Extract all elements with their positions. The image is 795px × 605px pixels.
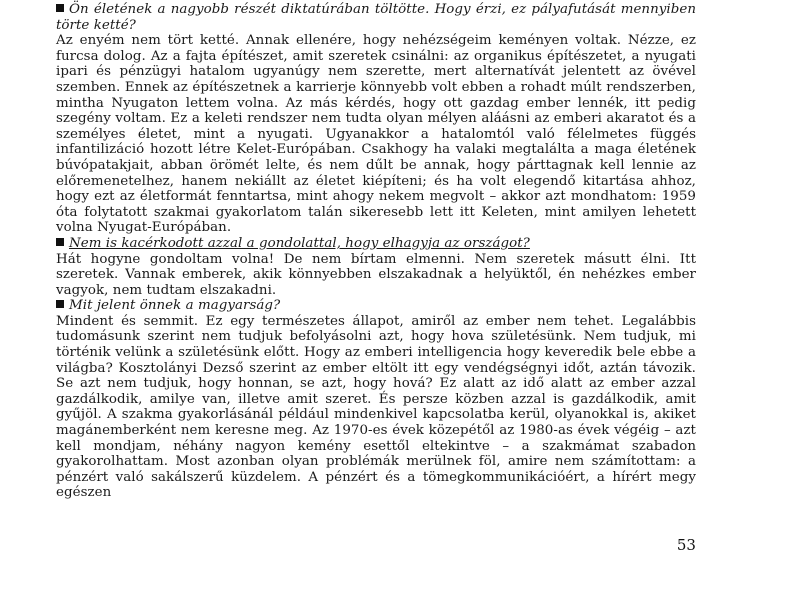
- interview-question: [56, 2, 696, 33]
- question-text: Ön életének a nagyobb részét diktatúrában töltötte. Hogy érzi, ez pályafutását mennyiben törte ketté?: [56, 2, 696, 33]
- interview-answer: Mindent és semmit. Ez egy természetes állapot, amiről az ember nem tehet. Legalábbis tudomásunk szerint nem tudjuk befolyásolni azt, hogy hova születésünk. Nem tudjuk, mi történik velünk a születésünk előtt. Hogy az emberi intelligencia hogy keveredik bele ebbe a világba? Kosztolányi Dezső szerint az ember eltölt itt egy vendégségnyi időt, aztán távozik. Se azt nem tudjuk, hogy honnan, se azt, hogy hová? Ez alatt az idő alatt az ember azzal gazdálkodik, amilye van, illetve amit szeret. És persze közben azzal is gazdálkodik, amit gyűjöl. A szakma gyakorlásánál például mindenkivel kapcsolatba kerül, olyanokkal is, akiket magánemberként nem keresne meg. Az 1970-es évek közepétől az 1980-as évek végéig – azt kell mondjam, néhány nagyon kemény esettől eltekintve – a szakmámat szabadon gyakorolhattam. Most azonban olyan problémák merülnek föl, amire nem számítottam: a pénzért való sakálszerű küzdelem. A pénzért és a tömegkommunikációért, a hírért megy egészen: [56, 313, 696, 501]
- bullet-square-icon: [56, 300, 64, 308]
- bullet-square-icon: [56, 238, 64, 246]
- interview-answer: Az enyém nem tört ketté. Annak ellenére, hogy nehézségeim keményen voltak. Nézze, ez furcsa dolog. Az a fajta építészet, amit szeretek csinálni: az organikus építészetet, a nyugati ipari és pénzügyi hatalom ugyanúgy nem szerette, mert alternatívát jelentett az övével szemben. Ennek az építészetnek a karrierje könnyebb volt ebben a rohadt múlt rendszerben, mintha Nyugaton lettem volna. Az más kérdés, hogy ott gazdag ember lennék, itt pedig szegény voltam. Ez a keleti rendszer nem tudta olyan mélyen aláásni az emberi akaratot és a személyes életet, mint a nyugati. Ugyanakkor a hatalomtól való félelmetes függés infantilizáció hozott létre Kelet-Európában. Csakhogy ha valaki megtalálta a maga életének búvópatakjait, abban örömét lelte, és nem dűlt be annak, hogy párttagnak kell lennie az előremenetelhez, hanem nekiállt az életet kiépíteni; és ha volt elegendő kitartása ahhoz, hogy ezt az életformát fenntartsa, mint ahogy nekem megvolt – akkor azt mondhatom: 1959 óta folytatott szakmai gyakorlatom talán sikeresebb lett itt Keleten, mint amilyen lehetett volna Nyugat-Európában.: [56, 33, 696, 236]
- question-text: Nem is kacérkodott azzal a gondolattal, hogy elhagyja az országot?: [69, 235, 530, 251]
- interview-answer: Hát hogyne gondoltam volna! De nem bírtam elmenni. Nem szeretek másutt élni. Itt szeretek. Vannak emberek, akik könnyebben elszakadnak a helyüktől, én nehézkes ember vagyok, nem tudtam elszakadni.: [56, 251, 696, 298]
- page-number: 53: [676, 536, 696, 554]
- bullet-square-icon: [56, 4, 64, 12]
- interview-question: [56, 236, 696, 252]
- interview-question: [56, 298, 696, 314]
- book-page: [56, 0, 696, 605]
- question-text: Mit jelent önnek a magyarság?: [69, 298, 281, 314]
- interview-text: [56, 2, 696, 501]
